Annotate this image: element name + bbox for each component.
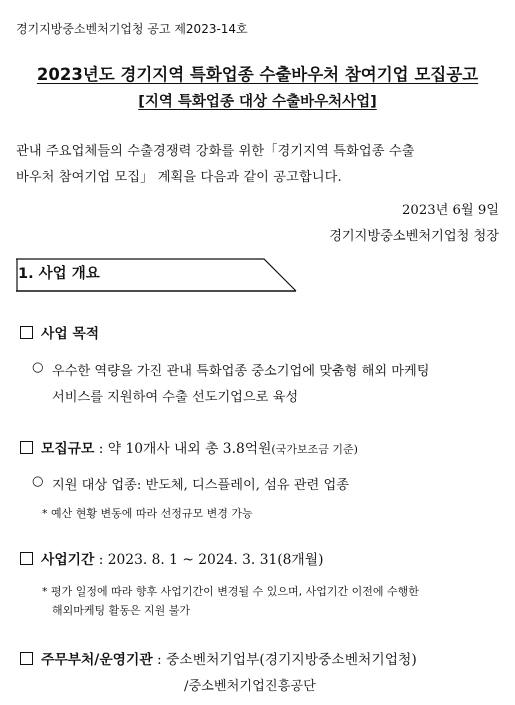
announcement-date: 2023년 6월 9일: [402, 203, 499, 218]
checkbox-square-icon: [20, 652, 33, 665]
checkbox-square-icon: [20, 441, 33, 454]
intro-line-2: 바우처 참여기업 모집」 계획을 다음과 같이 공고합니다.: [16, 170, 342, 185]
page-subtitle: [지역 특화업종 대상 수출바우처사업]: [138, 94, 377, 110]
page-title: 2023년도 경기지역 특화업종 수출바우처 참여기업 모집공고: [36, 65, 479, 84]
period-footnote-2: 해외마케팅 활동은 지원 불가: [52, 604, 191, 617]
issuer: 경기지방중소벤처기업청 청장: [329, 229, 499, 244]
checkbox-square-icon: [20, 326, 33, 339]
purpose-line-2: 서비스를 지원하여 수출 선도기업으로 육성: [52, 390, 299, 405]
purpose-bullet-mark: ○: [32, 360, 44, 375]
purpose-line-1: 우수한 역량을 가진 관내 특화업종 중소기업에 맞춤형 해외 마케팅: [52, 364, 430, 379]
scale-bullet-mark: ○: [32, 474, 44, 489]
dept-heading: 주무부처/운영기관 : 중소벤처기업부(경기지방중소벤처기업청): [20, 648, 417, 668]
scale-footnote: * 예산 현황 변동에 따라 선정규모 변경 가능: [42, 507, 253, 520]
period-footnote-1: * 평가 일정에 따라 향후 사업기간이 변경될 수 있으며, 사업기간 이전에 수행한: [42, 585, 419, 598]
period-heading: 사업기간 : 2023. 8. 1 ~ 2024. 3. 31(8개월): [20, 548, 323, 568]
dept-line-2: /중소벤처기업진흥공단: [184, 679, 316, 694]
intro-line-1: 관내 주요업체들의 수출경쟁력 강화를 위한「경기지역 특화업종 수출: [16, 144, 415, 159]
scale-heading: 모집규모 : 약 10개사 내외 총 3.8억원(국가보조금 기준): [20, 437, 358, 457]
notice-number: 경기지방중소벤처기업청 공고 제2023-14호: [16, 22, 248, 36]
scale-bullet: 지원 대상 업종: 반도체, 디스플레이, 섬유 관련 업종: [52, 478, 349, 493]
purpose-heading: 사업 목적: [20, 322, 99, 342]
checkbox-square-icon: [20, 552, 33, 565]
section-title: 1. 사업 개요: [18, 266, 100, 282]
